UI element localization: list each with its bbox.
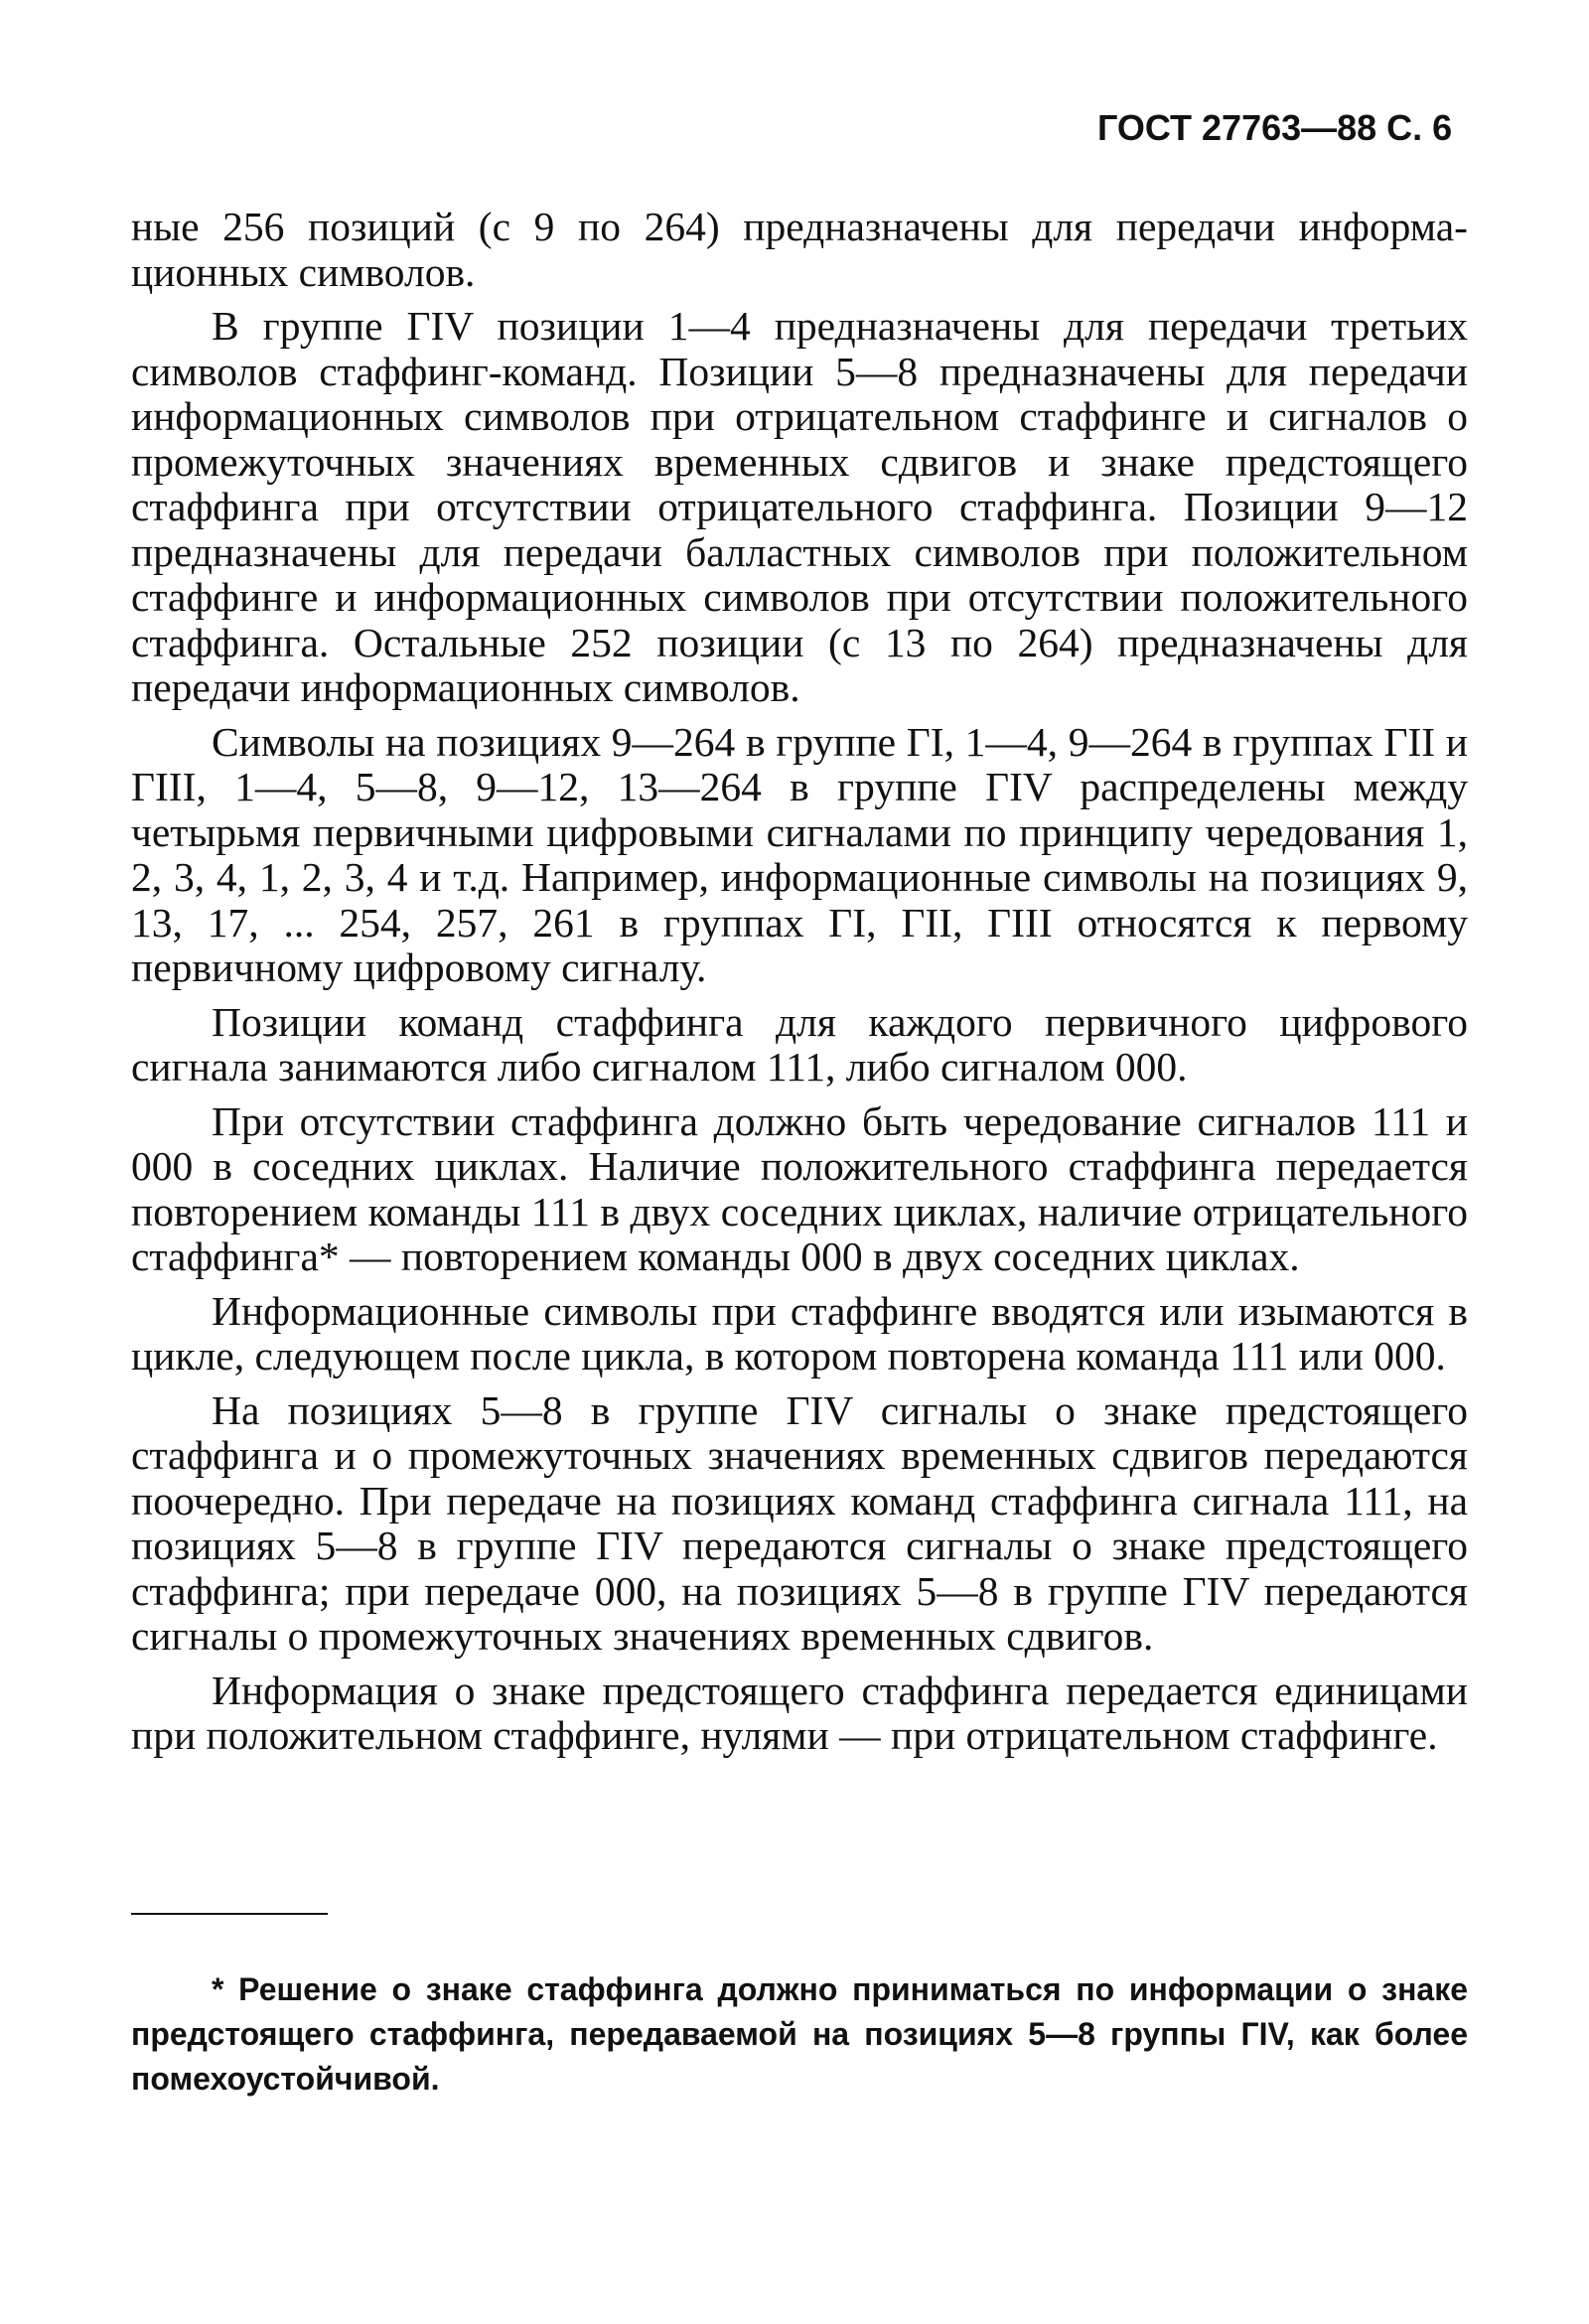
paragraph-6: Информационные символы при стаффинге вводятся или изымаются в цикле, следующем после цикла, в котором повторена команда 111 или 000. xyxy=(131,1287,1468,1379)
paragraph-8: Информация о знаке предстоящего стаффинга передается единицами при положительном стаффинге, нулями — при отрицательном стаффинге. xyxy=(131,1667,1468,1758)
paragraph-3: Символы на позициях 9—264 в группе ГI, 1—4, 9—264 в группах ГII и ГIII, 1—4, 5—8, 9—12, 13—264 в группе ГIV распределены между четырьмя первичными цифровыми сигналами по принципу чередования 1, 2, 3, 4, 1, 2, 3, 4 и т.д. Например, информационные символы на позициях 9, 13, 17, ... 254, 257, 261 в группах ГI, ГII, ГIII относятся к первому первичному цифровому сигналу. xyxy=(131,718,1468,990)
paragraph-4: Позиции команд стаффинга для каждого первичного цифрового сигнала занимаются либо сигналом 111, либо сигналом 000. xyxy=(131,998,1468,1089)
running-header: ГОСТ 27763—88 С. 6 xyxy=(1097,107,1453,148)
footnote: * Решение о знаке стаффинга должно приниматься по информации о знаке предстоящего стаффинга, передаваемой на позициях 5—8 группы ГIV, как более помехоустойчивой. xyxy=(131,1971,1468,2097)
footnote-separator xyxy=(131,1913,328,1915)
body-text xyxy=(131,205,1468,1768)
paragraph-2: В группе ГIV позиции 1—4 предназначены для передачи третьих символов стаффинг-команд. Позиции 5—8 предназначены для передачи информационных символов при отрицательном стаффинге и сигналов о промежуточных значениях временных сдвигов и знаке предстоящего стаффинга при отсутствии отрицательного стаффинга. Позиции 9—12 предназначены для передачи балластных символов при положительном стаффинге и информационных символов при отсутствии положительного стаффинга. Остальные 252 позиции (с 13 по 264) предназначены для передачи информационных символов. xyxy=(131,303,1468,710)
paragraph-5: При отсутствии стаффинга должно быть чередование сигналов 111 и 000 в соседних циклах. Наличие положительного стаффинга передается повторением команды 111 в двух соседних циклах, наличие отрицательного стаффинга* — повторением команды 000 в двух соседних циклах. xyxy=(131,1097,1468,1279)
paragraph-1: ные 256 позиций (с 9 по 264) предназначены для передачи информационных символов. xyxy=(131,204,1468,295)
paragraph-7: На позициях 5—8 в группе ГIV сигналы о знаке предстоящего стаффинга и о промежуточных значениях временных сдвигов передаются поочередно. При передаче на позициях команд стаффинга сигнала 111, на позициях 5—8 в группе ГIV передаются сигналы о знаке предстоящего стаффинга; при передаче 000, на позициях 5—8 в группе ГIV передаются сигналы о промежуточных значениях временных сдвигов. xyxy=(131,1386,1468,1659)
